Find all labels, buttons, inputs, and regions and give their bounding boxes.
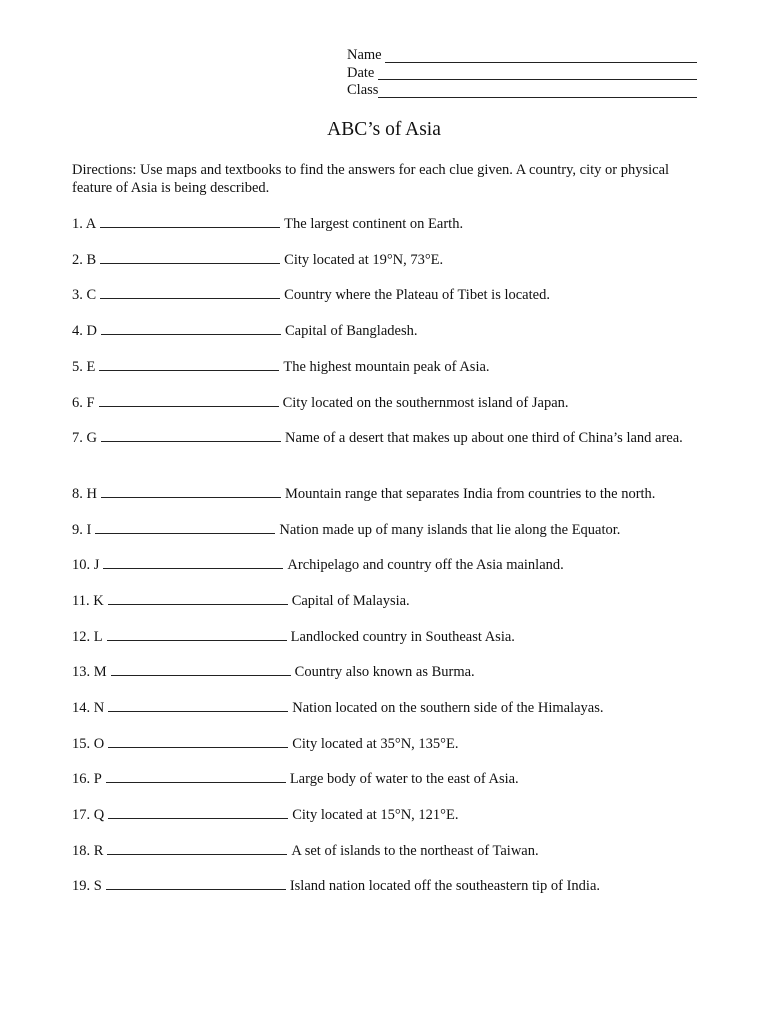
answer-blank[interactable] <box>103 556 283 569</box>
question-number: 7. G <box>72 430 97 446</box>
name-label: Name <box>347 47 382 63</box>
question-number: 5. E <box>72 359 96 375</box>
question-number: 12. L <box>72 629 103 645</box>
question-number: 14. N <box>72 700 105 716</box>
question-item <box>72 806 702 825</box>
question-item <box>72 699 702 718</box>
name-field[interactable] <box>347 47 697 65</box>
question-number: 13. M <box>72 664 107 680</box>
answer-blank[interactable] <box>111 663 291 676</box>
question-clue: Name of a desert that makes up about one third of China’s land area. <box>284 430 683 446</box>
question-number: 15. O <box>72 736 105 752</box>
question-item <box>72 251 702 270</box>
question-item <box>72 358 702 377</box>
class-blank[interactable] <box>378 83 697 98</box>
question-item <box>72 735 702 754</box>
question-number: 11. K <box>72 593 104 609</box>
question-number: 6. F <box>72 395 95 411</box>
question-number: 18. R <box>72 843 104 859</box>
question-number: 4. D <box>72 323 97 339</box>
question-clue: Country where the Plateau of Tibet is located. <box>284 287 550 303</box>
question-number: 17. Q <box>72 807 105 823</box>
question-clue: Nation made up of many islands that lie along the Equator. <box>279 522 621 538</box>
question-item <box>72 286 702 305</box>
question-item <box>72 556 702 575</box>
name-blank[interactable] <box>385 48 697 63</box>
question-clue: Mountain range that separates India from countries to the north. <box>284 486 656 502</box>
question-item <box>72 394 702 413</box>
question-clue: The highest mountain peak of Asia. <box>283 359 490 375</box>
question-clue: Island nation located off the southeastern tip of India. <box>289 878 601 894</box>
question-item <box>72 215 702 234</box>
question-item <box>72 770 702 789</box>
answer-blank[interactable] <box>99 394 279 407</box>
answer-blank[interactable] <box>106 877 286 890</box>
question-clue: Large body of water to the east of Asia. <box>289 771 519 787</box>
question-item <box>72 521 702 540</box>
question-clue: City located at 35°N, 135°E. <box>292 736 459 752</box>
question-number: 16. P <box>72 771 102 787</box>
question-clue: City located at 19°N, 73°E. <box>284 252 444 268</box>
answer-blank[interactable] <box>108 735 288 748</box>
question-item <box>72 429 702 448</box>
question-number: 2. B <box>72 252 97 268</box>
worksheet-title: ABC’s of Asia <box>327 119 441 140</box>
question-clue: Capital of Bangladesh. <box>284 323 418 339</box>
question-clue: City located on the southernmost island of Japan. <box>282 395 569 411</box>
directions-text: Directions: Use maps and textbooks to find the answers for each clue given. A country, city or physical feature of Asia is being described. <box>72 162 670 196</box>
question-number: 8. H <box>72 486 97 502</box>
answer-blank[interactable] <box>100 286 280 299</box>
question-item <box>72 592 702 611</box>
answer-blank[interactable] <box>100 251 280 264</box>
question-clue: Nation located on the southern side of the Himalayas. <box>292 700 604 716</box>
question-clue: Country also known as Burma. <box>294 664 475 680</box>
question-clue: A set of islands to the northeast of Taiwan. <box>291 843 539 859</box>
question-clue: Landlocked country in Southeast Asia. <box>290 629 515 645</box>
answer-blank[interactable] <box>101 485 281 498</box>
answer-blank[interactable] <box>108 699 288 712</box>
answer-blank[interactable] <box>107 628 287 641</box>
question-item <box>72 663 702 682</box>
answer-blank[interactable] <box>108 592 288 605</box>
question-number: 10. J <box>72 557 100 573</box>
question-clue: The largest continent on Earth. <box>284 216 464 232</box>
question-number: 3. C <box>72 287 97 303</box>
answer-blank[interactable] <box>106 770 286 783</box>
question-clue: Capital of Malaysia. <box>291 593 410 609</box>
question-number: 9. I <box>72 522 92 538</box>
question-number: 1. A <box>72 216 97 232</box>
question-item <box>72 628 702 647</box>
class-label: Class <box>347 82 379 98</box>
date-field[interactable] <box>347 65 697 83</box>
date-label: Date <box>347 64 375 81</box>
answer-blank[interactable] <box>108 806 288 819</box>
question-item <box>72 877 702 896</box>
answer-blank[interactable] <box>101 322 281 335</box>
question-item <box>72 322 702 341</box>
question-number: 19. S <box>72 878 102 894</box>
question-item <box>72 842 702 861</box>
answer-blank[interactable] <box>95 521 275 534</box>
date-blank[interactable] <box>378 65 697 80</box>
answer-blank[interactable] <box>100 215 280 228</box>
answer-blank[interactable] <box>101 429 281 442</box>
question-clue: Archipelago and country off the Asia mainland. <box>287 557 564 573</box>
question-clue: City located at 15°N, 121°E. <box>292 807 459 823</box>
answer-blank[interactable] <box>99 358 279 371</box>
answer-blank[interactable] <box>107 842 287 855</box>
question-item <box>72 485 702 504</box>
student-info-fields <box>347 47 697 100</box>
class-field[interactable] <box>347 82 697 100</box>
